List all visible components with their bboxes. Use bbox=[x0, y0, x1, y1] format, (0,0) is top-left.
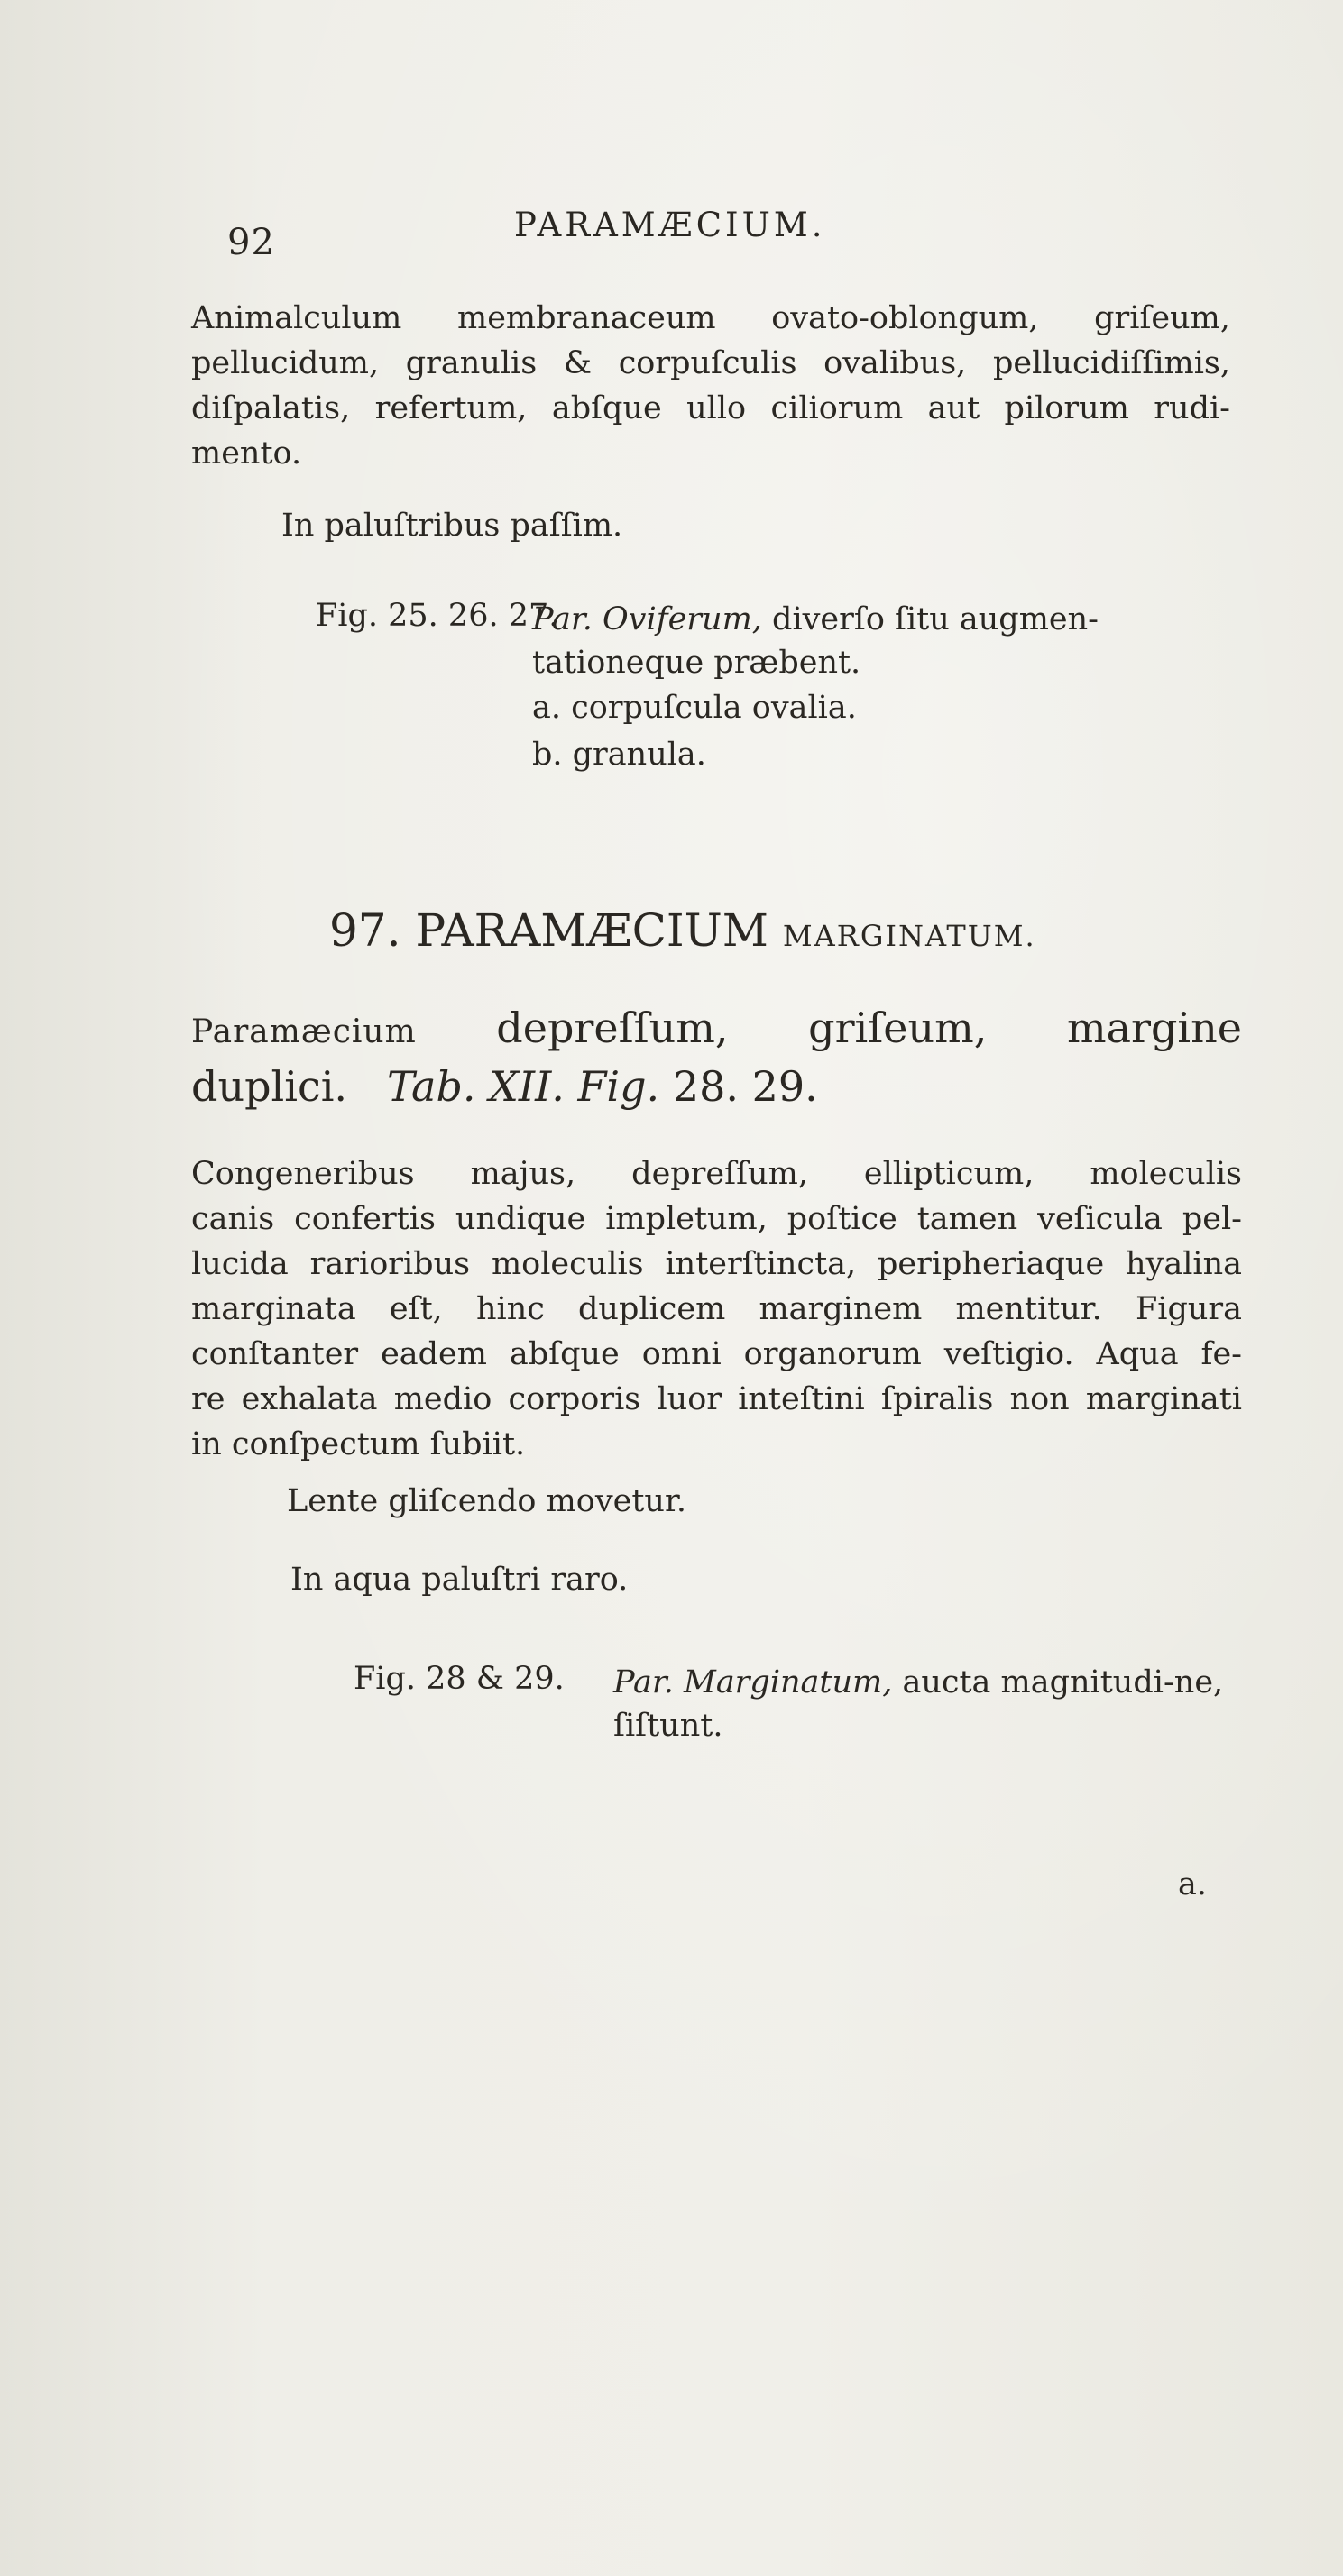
genus-name: PARAMÆCIUM bbox=[415, 904, 768, 957]
text-line: Congeneribus majus, depreſſum, ellipticum, moleculis bbox=[191, 1156, 1242, 1192]
text-line: mento. bbox=[191, 435, 302, 472]
species-name: MARGINATUM. bbox=[782, 919, 1036, 953]
figure-item-a: a. corpuſcula ovalia. bbox=[532, 690, 857, 726]
text-line: in conſpectum ſubiit. bbox=[191, 1426, 526, 1462]
diagnosis-genus: Paramæcium bbox=[191, 1013, 417, 1050]
figure-numbers: Fig. 25. 26. 27. bbox=[316, 598, 559, 634]
page-number: 92 bbox=[227, 222, 275, 263]
figure-species: Par. Oviferum, bbox=[532, 601, 762, 637]
text-line: lucida rarioribus moleculis interſtincta, peripheriaque hyalina bbox=[191, 1246, 1242, 1282]
entry-97-habitat: In aqua paluſtri raro. bbox=[290, 1562, 629, 1598]
entry-96-figure-label bbox=[316, 598, 558, 634]
species-heading bbox=[329, 904, 1036, 957]
text-line: diſpalatis, refertum, abſque ullo ciliorum aut pilorum rudi- bbox=[191, 390, 1230, 426]
text-line: pellucidum, granulis & corpuſculis ovalibus, pellucidiſſimis, bbox=[191, 345, 1230, 381]
entry-96-habitat: In paluſtribus paſſim. bbox=[281, 508, 623, 544]
entry-97-description bbox=[191, 1151, 1242, 1467]
entry-97-motion: Lente gliſcendo movetur. bbox=[287, 1483, 686, 1519]
diagnosis-line bbox=[191, 1059, 1242, 1114]
figure-numbers: 28. 29. bbox=[672, 1062, 818, 1111]
entry-97-diagnosis bbox=[191, 1001, 1242, 1114]
figure-caption-text: aucta magnitudi-ne, ſiſtunt. bbox=[613, 1664, 1224, 1744]
text-line: marginata eſt, hinc duplicem marginem mentitur. Figura bbox=[191, 1291, 1242, 1327]
running-head: PARAMÆCIUM. bbox=[514, 206, 826, 244]
figure-caption-text: diverſo ſitu augmen-tationeque præbent. bbox=[532, 601, 1099, 681]
text-line: conſtanter eadem abſque omni organorum veſtigio. Aqua fe- bbox=[191, 1336, 1242, 1372]
figure-item-b: b. granula. bbox=[532, 737, 706, 773]
text-line: Animalculum membranaceum ovato-oblongum, griſeum, bbox=[191, 300, 1230, 336]
entry-97-figure-label: Fig. 28 & 29. bbox=[354, 1661, 565, 1697]
diagnosis-text: duplici. bbox=[191, 1062, 348, 1111]
figure-species: Par. Marginatum, bbox=[613, 1664, 893, 1701]
entry-96-description bbox=[191, 296, 1230, 476]
entry-96-figure-caption bbox=[532, 598, 1236, 684]
species-number: 97. bbox=[329, 904, 401, 957]
catchword: a. bbox=[1178, 1866, 1207, 1902]
plate-reference: Tab. XII. Fig. bbox=[386, 1062, 660, 1111]
text-line: re exhalata medio corporis luor inteſtini ſpiralis non marginati bbox=[191, 1381, 1242, 1417]
text-line: canis confertis undique impletum, poſtice tamen veſicula pel- bbox=[191, 1201, 1242, 1237]
diagnosis-text: depreſſum, griſeum, margine bbox=[496, 1004, 1242, 1052]
diagnosis-line bbox=[191, 1001, 1242, 1059]
entry-97-figure-caption bbox=[613, 1661, 1245, 1747]
